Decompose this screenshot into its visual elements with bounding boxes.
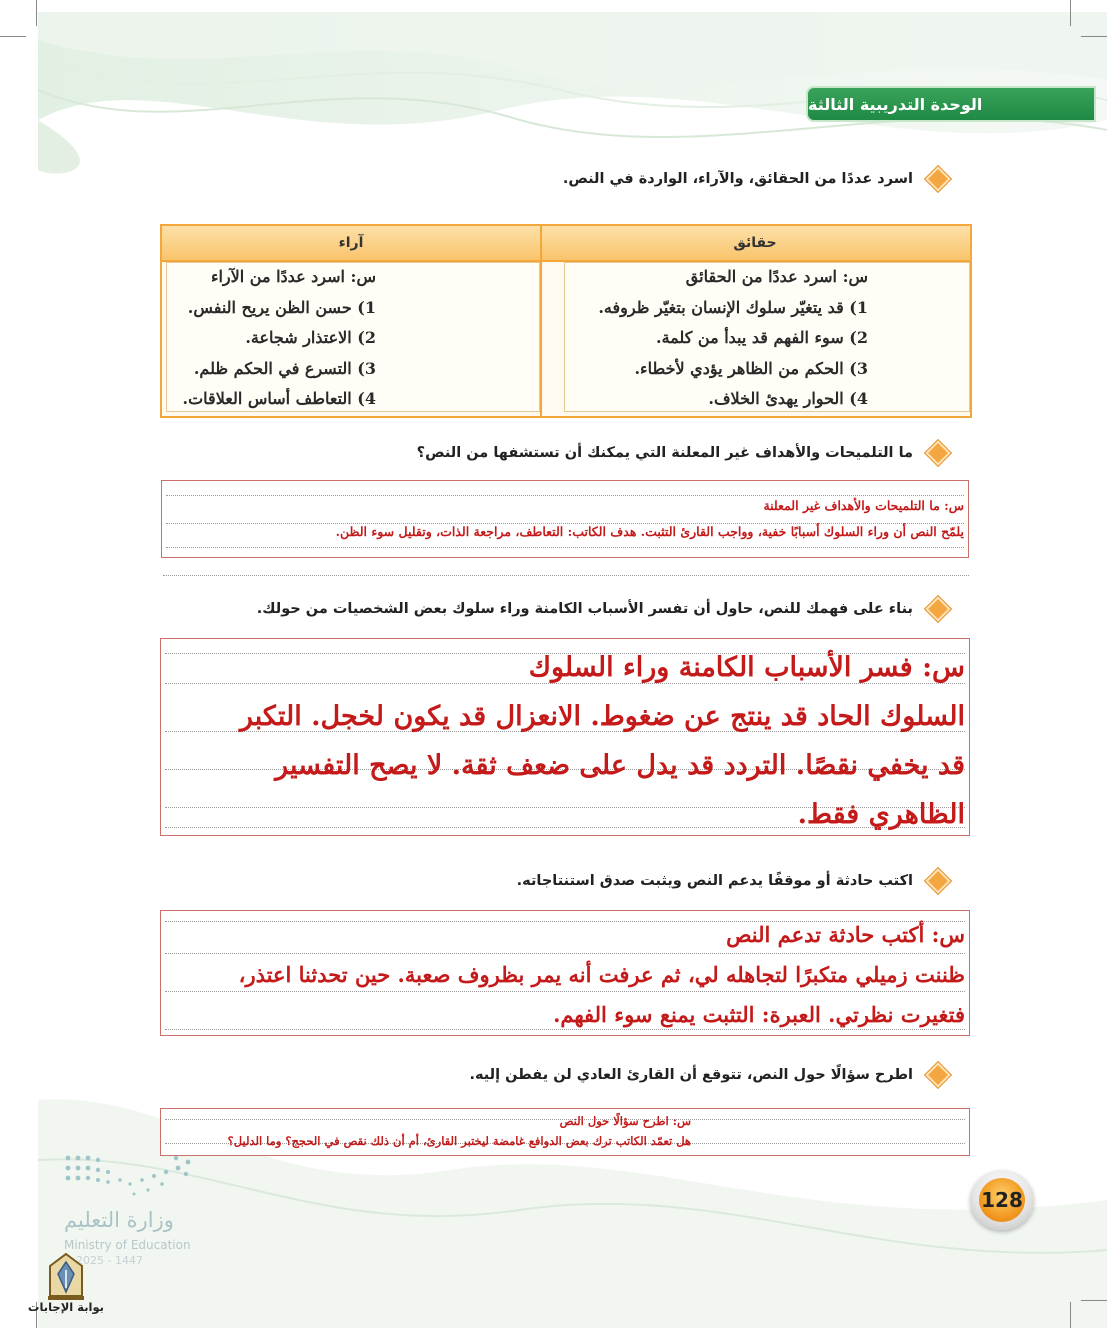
facts-opinions-table	[160, 224, 972, 418]
diamond-bullet-icon	[925, 596, 950, 621]
answer-text	[162, 481, 968, 545]
opinions-header: آراء	[338, 235, 364, 251]
ministry-years: 2025 - 1447	[76, 1254, 143, 1267]
facts-line: 4) الحوار يهدئ الخلاف.	[708, 389, 868, 408]
question-4	[517, 872, 947, 890]
answer-line: س: فسر الأسباب الكامنة وراء السلوك	[528, 652, 965, 683]
question-text: اسرد عددًا من الحقائق، والآراء، الواردة في النص.	[562, 171, 913, 187]
facts-line: 1) قد يتغيّر سلوك الإنسان بتغيّر ظروفه.	[598, 297, 868, 317]
page-number: 128	[979, 1178, 1025, 1222]
question-2	[417, 444, 947, 462]
answer-line: قد يخفي نقصًا. التردد قد يدل على ضعف ثقة. لا يصح التفسير	[275, 750, 965, 781]
question-1	[563, 170, 947, 188]
crop-mark	[0, 36, 26, 37]
crop-mark	[36, 0, 37, 26]
facts-header: حقائق	[733, 235, 777, 251]
question-3	[257, 600, 947, 618]
answer-line: س: ما التلميحات والأهداف غير المعلنة	[763, 498, 964, 513]
answer-line: فتغيرت نظرتي. العبرة: التثبت يمنع سوء الفهم.	[553, 1002, 965, 1027]
question-text: اكتب حادثة أو موقفًا يدعم النص ويثبت صدق استنتاجاته.	[516, 873, 913, 889]
page-number-badge	[970, 1170, 1034, 1230]
opinions-line: 4) التعاطف أساس العلاقات.	[182, 389, 376, 408]
answer-line: ظننت زميلي متكبرًا لتجاهله لي، ثم عرفت أنه يمر بظروف صعبة. حين تحدثنا اعتذر،	[238, 962, 965, 987]
dotted-line	[163, 575, 969, 576]
crop-mark	[1070, 1302, 1071, 1328]
answer-line: يلمّح النص أن وراء السلوك أسبابًا خفية، وواجب القارئ التثبت. هدف الكاتب: التعاطف، مراجعة الذات، وتقليل سوء الظن.	[335, 524, 964, 539]
crop-mark	[1081, 1300, 1107, 1301]
question-text: بناء على فهمك للنص، حاول أن تفسر الأسباب الكامنة وراء سلوك بعض الشخصيات من حولك.	[256, 601, 913, 617]
ministry-arabic: وزارة التعليم	[64, 1208, 174, 1232]
opinions-line: س: اسرد عددًا من الآراء	[210, 267, 376, 286]
answer-line: س: اطرح سؤالًا حول النص	[559, 1114, 691, 1128]
opinions-line: 2) الاعتذار شجاعة.	[245, 328, 376, 347]
answer-text	[161, 1109, 969, 1151]
crop-mark	[1081, 36, 1107, 37]
diamond-bullet-icon	[925, 868, 950, 893]
portal-pen-icon	[44, 1252, 88, 1302]
answer-line: س: أكتب حادثة تدعم النص	[726, 922, 965, 947]
answer-box-5	[160, 1108, 970, 1156]
answer-line: الظاهري فقط.	[797, 799, 965, 830]
answer-box-3	[160, 638, 970, 836]
diamond-bullet-icon	[925, 440, 950, 465]
opinions-line: 1) حسن الظن يريح النفس.	[187, 297, 376, 317]
ministry-dots-icon	[58, 1150, 198, 1206]
answer-box-2	[161, 480, 969, 558]
facts-line: 2) سوء الفهم قد يبدأ من كلمة.	[656, 328, 868, 347]
answer-box-4	[160, 910, 970, 1036]
opinions-cell	[162, 262, 540, 416]
diamond-bullet-icon	[925, 166, 950, 191]
answer-text	[161, 911, 969, 1035]
crop-mark	[1070, 0, 1071, 26]
answer-text	[161, 639, 969, 836]
ministry-english: Ministry of Education	[64, 1238, 191, 1252]
facts-line: 3) الحكم من الظاهر يؤدي لأخطاء.	[634, 358, 868, 378]
answer-line: هل تعمّد الكاتب ترك بعض الدوافع غامضة ليختبر القارئ، أم أن ذلك نقص في الحجج؟ وما الدليل؟	[227, 1134, 691, 1148]
answers-portal-logo	[28, 1252, 104, 1322]
question-5	[469, 1066, 947, 1084]
portal-label: بوابة الإجابات	[27, 1300, 104, 1314]
answer-line: السلوك الحاد قد ينتج عن ضغوط. الانعزال قد يكون لخجل. التكبر	[239, 701, 965, 732]
opinions-line: 3) التسرع في الحكم ظلم.	[193, 358, 376, 378]
question-text: ما التلميحات والأهداف غير المعلنة التي يمكنك أن تستشفها من النص؟	[416, 445, 913, 461]
unit-title-banner	[806, 86, 1096, 122]
unit-title: الوحدة التدريبية الثالثة	[808, 94, 983, 114]
question-text: اطرح سؤالًا حول النص، تتوقع أن القارئ العادي لن يفطن إليه.	[469, 1067, 913, 1083]
facts-cell	[540, 262, 970, 416]
diamond-bullet-icon	[925, 1062, 950, 1087]
facts-line: س: اسرد عددًا من الحقائق	[685, 267, 868, 286]
